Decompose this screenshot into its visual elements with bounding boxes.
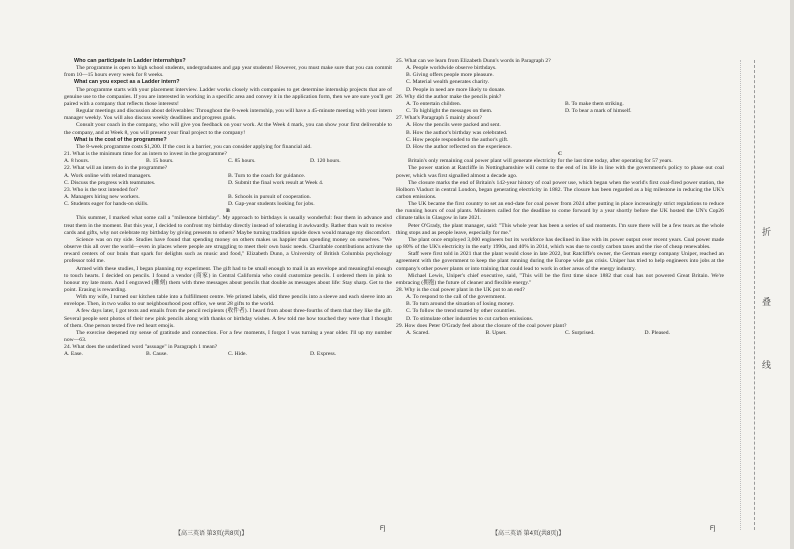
question-26-options-row1 [396,101,724,108]
option: A. How the pencils were packed and sent. [406,122,501,129]
option: D. To stimulate other industries to cut carbon emissions. [406,315,534,322]
question-28: 28. Why is the coal power plant in the UK put to an end? [396,287,525,293]
section-c-heading: C [557,151,563,158]
option: B. Turn to the coach for guidance. [228,172,306,179]
question-26: 26. Why did the author make the pencils pink? [396,93,502,100]
question-21: 21. What is the minimum time for an intern to invest in the programme? [64,151,227,158]
left-page [64,58,392,526]
option: C. How people responded to the author's gift. [406,136,509,143]
section-heading: What can you expect as a Ladder intern? [74,79,180,86]
option: B. Upset. [485,329,507,336]
paper-code-right: F] [710,526,716,532]
option: A. Ease. [64,351,83,358]
paragraph: Consult your coach in the company, who will give you feedback on your work. At the Week 4 mark, you can show your first deliverable to the company, and at Week 8, you will present your final project to the company! [64,122,392,136]
question-25: 25. What can we learn from Elizabeth Dunn's words in Paragraph 2? [396,58,551,64]
paragraph: Britain's only remaining coal power plant will generate electricity for the last time today, after operating for 57 years. [408,158,673,165]
option: B. How the author's birthday was celebrated. [406,129,508,136]
option: D. Gap-year students looking for jobs. [228,201,315,208]
paragraph: Staff were first told in 2021 that the plant would close in late 2022, but Ratcliffe's owner, the German energy company Uniper, reached an agreement with the government to keep the plant running during the Europe wide gas crisis. Uniper has tried to help engineers into jobs at the company's other power plants or into training that could lead to work in other areas of the energy industry. [396,251,724,272]
question-23: 23. Who is the text intended for? [64,186,139,193]
paragraph: A few days later, I got texts and emails from the pencil recipients (收件者). I heard from about three-fourths of them that they like the gift. Several people sent photos of their new pink pencils along with thanks or birthday wishes. A few told me how touched they were that I thought of them. One person texted five red heart emojis. [64,308,392,329]
option: A. To respond to the call of the government. [406,294,506,301]
option: A. To entertain children. [406,100,462,107]
option: C. Material wealth generates charity. [406,79,490,86]
option: B. Schools in pursuit of cooperation. [228,193,311,200]
question-24-options [64,351,392,358]
question-22: 22. What will an intern do in the programme? [64,165,168,172]
option: C. 85 hours. [228,158,256,165]
option: C. Surprised. [565,329,595,336]
option: B. Cause. [146,351,168,358]
option: A. People worldwide observe birthdays. [406,65,497,72]
paragraph: Armed with these studies, I began planning my experiment. The gift had to be small enough to mail in an envelope and meaningful enough to touch hearts. I decided on pencils. I found a vendor (商家) in Central California who could customize pencils. I ordered them in pink to honour my late mom. And I engraved (雕刻) them with three messages about pencils that double as messages about life: Stay sharp. Get to the point. Erasing is rewarding. [64,265,392,293]
option: D. 120 hours. [310,158,341,165]
passage-a-tail [64,58,392,151]
option: A. Work online with related managers. [64,172,152,179]
option: D. Pleased. [644,329,671,336]
fold-char: 线 [762,361,772,371]
question-29-options [396,330,724,337]
paragraph: Science was on my side. Studies have found that spending money on others makes us happier than spending money on ourselves. "We observe this all over the world—even in places where people are struggling to meet their own basic needs. Charitable contributions activate the reward centers of our brain that spark for delights such as music and food," Elizabeth Dunn, a University of British Columbia psychology professor told me. [64,236,392,265]
paragraph: Michael Lewis, Uniper's chief executive, said, "This will be the first time since 1882 that coal has not powered Great Britain. We're embracing (拥抱) the future of cleaner and flexible energy." [396,272,724,286]
option: C. To highlight the messages on them. [406,108,493,115]
paragraph: Peter O'Grady, the plant manager, said: "This whole year has been a series of sad moments. I'm sure there will be a few tears as the whole thing stops and as people leave, especially for me." [396,222,724,236]
option: A. Scared. [406,329,430,336]
paragraph: The plant once employed 3,000 engineers but its workforce has declined in line with its power output over recent years. Coal power made up 80% of the UK's electricity in the early 1990s, and 40% in 2014, which was due to costly carbon taxes and the rise of cheap renewables. [396,236,724,251]
option: D. To bear a mark of himself. [565,108,632,115]
option: C. To follow the trend started by other countries. [406,308,516,315]
option: B. To make them striking. [565,100,624,107]
option: D. People in need are more likely to donate. [406,86,506,93]
paragraph: With my wife, I turned our kitchen table into a fulfillment centre. We printed labels, slid three pencils into a sleeve and each sleeve into an envelope. Then, in two walks to our neighbourhood post office, we sent 28 gifts to the world. [64,294,392,308]
question-22-options-row2 [64,180,392,187]
option: D. How the author reflected on the experience. [406,143,512,150]
question-22-options-row1 [64,173,392,180]
question-24: 24. What does the underlined word "assuage" in Paragraph 1 mean? [64,344,218,351]
paragraph: Regular meetings and discussion about deliverables: Throughout the 8-week internship, you will have a 45-minute meeting with your intern manager weekly. You will also discuss weekly deadlines and progress goals. [64,108,392,122]
section-heading: Who can participate in Ladder internships? [74,58,186,64]
paragraph: The closure marks the end of Britain's 142-year history of coal power use, which began when the world's first coal-fired power station, the Holborn Viaduct in central London, began generating electricity in 1882. The closure has been regarded as a big milestone in reducing the UK's carbon emissions. [396,179,724,200]
question-26-options-row2 [396,108,724,115]
option: C. Hide. [228,351,247,358]
passage-b [64,215,392,344]
section-heading: What is the cost of the programme? [74,136,167,143]
paragraph: The programme is open to high school students, undergraduates and gap year students! However, you must make sure that you can commit from 10—15 hours every week for 8 weeks. [64,65,392,79]
question-23-options-row2 [64,201,392,208]
paragraph: The exercise deepened my sense of gratitude and connection. For a few moments, I forgot I was turning a year older. I'll up my number now—63. [64,329,392,344]
question-21-options [64,158,392,165]
page-footer-left: 【高三英语 第3页(共8页)】 [175,531,248,537]
paragraph: The 8-week programme costs $1,200. If the cost is a barrier, you can consider applying for financial aid. [76,143,312,150]
passage-c [396,158,724,287]
fold-char: 叠 [762,298,772,308]
paragraph: The programme starts with your placement interview. Ladder works closely with companies to get determine internship projects that are of genuine use to the companies. If you are interested in working in a specific area and convey it in the application form, then we are sure you'll get paired with a company that reflects those interests! [64,86,392,107]
question-29: 29. How does Peter O'Grady feel about the closure of the coal power plant? [396,322,567,329]
option: A. Managers hiring new workers. [64,193,140,200]
page-footer-right: 【高三英语 第4页(共8页)】 [492,531,565,537]
option: A. 8 hours. [64,158,90,165]
option: B. To turn around the situation of losing money. [406,301,515,308]
option: B. Giving offers people more pleasure. [406,72,494,79]
paragraph: This summer, I marked what some call a "milestone birthday". My approach to birthdays is usually wonderful: fear them in advance and treat them in the moment. But this year, I decided to confront my birthday directly instead of tolerating it awkwardly. Rather than wait to receive cards and gifts, why not celebrate my birthday by giving presents to others? Maybe turning tradition upside down would manage my discomfort. [64,215,392,236]
option: B. 15 hours. [146,158,174,165]
right-page [396,58,724,526]
paper-code-left: F] [380,526,386,532]
option: C. Students eager for hands-on skills. [64,201,149,208]
option: D. Submit the final work result at Week 4. [228,179,324,186]
fold-char: 折 [762,228,772,238]
paragraph: The power station at Ratcliffe in Nottinghamshire will come to the end of its life in line with the government's policy to phase out coal power, which was first signalled almost a decade ago. [396,165,724,179]
question-27: 27. What's Paragraph 5 mainly about? [396,115,482,122]
fold-guide [740,60,742,530]
option: D. Express. [310,351,337,358]
paragraph: The UK became the first country to set an end-date for coal power from 2024 after putting in place increasingly strict regulations to reduce the running hours of coal plants. Ministers called for the deadline to come forward by a year shortly before the UK hosted the UN's Cop26 climate talks in Glasgow in late 2021. [396,201,724,222]
scan-edge [790,0,794,549]
section-b-heading: B [226,208,230,215]
option: C. Discuss the progress with teammates. [64,179,156,186]
fold-line-margin [754,60,785,530]
